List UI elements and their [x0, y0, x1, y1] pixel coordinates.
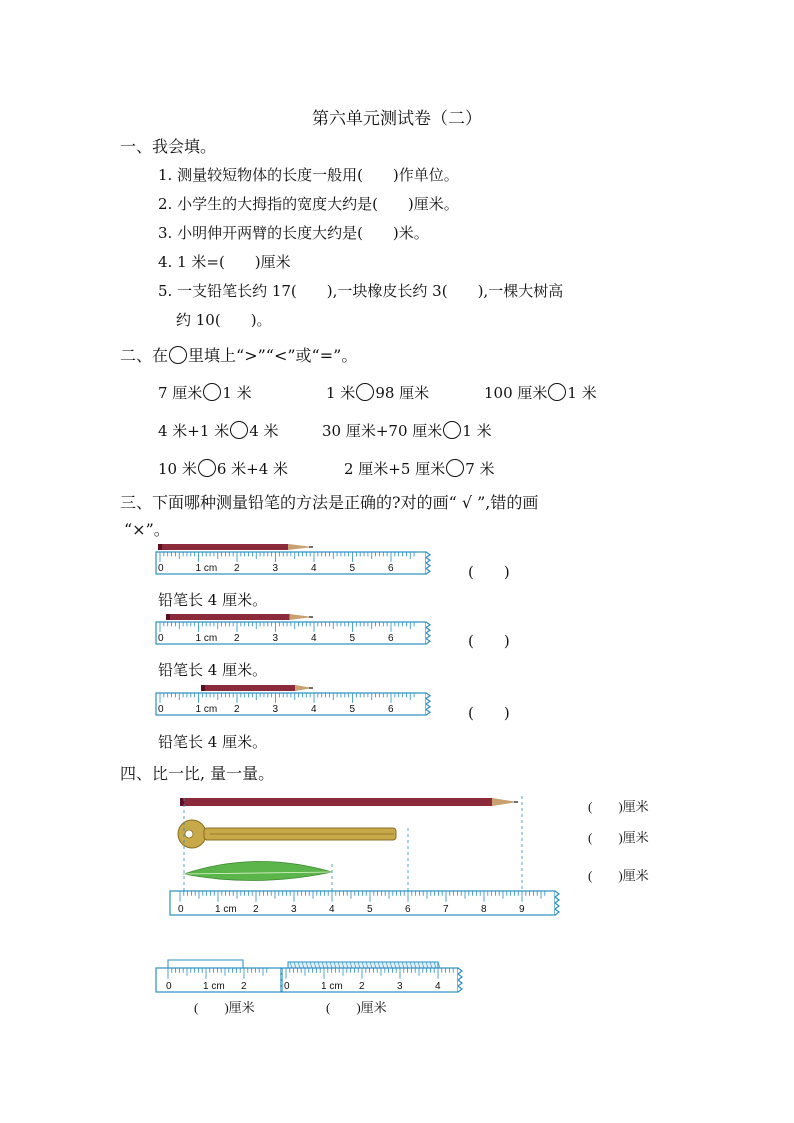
caption-3: 铅笔长 4 厘米。 — [158, 733, 268, 751]
leaf-shape — [184, 861, 332, 880]
compare-circle[interactable] — [198, 459, 216, 477]
pencil-end — [180, 798, 184, 806]
ruler-end — [555, 891, 559, 915]
ruler-label: 2 — [234, 704, 240, 715]
answer-box-2[interactable]: ( ) — [468, 632, 510, 650]
ruler-label: 4 — [311, 704, 317, 715]
question-1-5-cont: 约 10( )。 — [176, 311, 272, 329]
ruler-label: 9 — [519, 904, 525, 915]
key-hole — [185, 830, 193, 838]
compare-item: 4 米+1 米 4 米 — [158, 422, 279, 440]
pencil-end — [201, 685, 205, 691]
caption-2: 铅笔长 4 厘米。 — [158, 661, 268, 679]
answer-pencil[interactable]: ( )厘米 — [588, 799, 649, 814]
ruler-end — [426, 693, 430, 715]
section2-heading-a: 二、在 — [120, 346, 169, 365]
question-1-3: 3. 小明伸开两臂的长度大约是( )米。 — [158, 224, 429, 242]
ruler — [156, 622, 430, 644]
ruler — [170, 891, 559, 915]
caption-1: 铅笔长 4 厘米。 — [158, 591, 268, 609]
section3-heading-line1: 三、下面哪种测量铅笔的方法是正确的?对的画“ √ ”,错的画 — [120, 493, 539, 512]
small-rulers-figure — [156, 956, 466, 998]
page-title: 第六单元测试卷（二） — [312, 109, 482, 129]
section3-heading-line2: “×”。 — [124, 520, 170, 539]
leaf — [184, 861, 332, 880]
ruler-label: 0 — [284, 981, 290, 992]
compare-item: 1 米 98 厘米 — [326, 384, 430, 402]
pencil — [166, 614, 313, 620]
ruler-label: 1 cm — [195, 563, 218, 574]
ruler-label: 3 — [272, 704, 279, 715]
answer-small-ruler-1[interactable]: ( )厘米 — [194, 1000, 255, 1015]
ruler-label: 1 cm — [321, 981, 343, 992]
ruler — [156, 968, 285, 992]
compare-circle[interactable] — [548, 383, 566, 401]
compare-circle[interactable] — [356, 383, 374, 401]
ruler-label: 6 — [388, 563, 394, 574]
section4-heading: 四、比一比, 量一量。 — [120, 764, 275, 783]
pencil-end — [158, 544, 162, 550]
pencil-body — [201, 685, 295, 691]
ruler-label: 6 — [405, 904, 411, 915]
compare-item: 7 厘米 1 米 — [158, 384, 252, 402]
ruler-label: 0 — [158, 704, 164, 715]
compare-item: 100 厘米 1 米 — [484, 384, 597, 402]
ruler-label: 3 — [272, 563, 279, 574]
answer-key[interactable]: ( )厘米 — [588, 830, 649, 845]
ruler-label: 1 cm — [215, 904, 237, 915]
ruler-label: 2 — [253, 904, 259, 915]
ruler — [282, 968, 462, 992]
measure-option-3 — [156, 682, 436, 722]
pencil — [180, 798, 518, 806]
compare-circle[interactable] — [230, 421, 248, 439]
compare-circle[interactable] — [446, 459, 464, 477]
measure-option-1 — [156, 541, 436, 581]
ruler-label: 0 — [158, 633, 164, 644]
ruler-end — [458, 968, 462, 992]
key — [178, 820, 396, 848]
ruler-label: 2 — [241, 981, 247, 992]
compare-item: 10 米 6 米+4 米 — [158, 460, 289, 478]
pencil — [158, 544, 313, 550]
ruler-end — [426, 552, 430, 574]
ruler — [156, 693, 430, 715]
answer-small-ruler-2[interactable]: ( )厘米 — [326, 1000, 387, 1015]
ruler-label: 4 — [329, 904, 335, 915]
compare-circle[interactable] — [203, 383, 221, 401]
striped-strip-2 — [288, 962, 440, 968]
ruler-label: 5 — [349, 563, 356, 574]
blank-circle-icon — [169, 346, 187, 364]
answer-leaf[interactable]: ( )厘米 — [588, 868, 649, 883]
pencil-end — [166, 614, 170, 620]
ruler-label: 6 — [388, 704, 394, 715]
question-1-5: 5. 一支铅笔长约 17( ),一块橡皮长约 3( ),一棵大树高 — [158, 282, 564, 300]
measure-option-2 — [156, 611, 436, 651]
ruler-label: 4 — [435, 981, 441, 992]
ruler-label: 5 — [349, 704, 356, 715]
ruler-label: 7 — [443, 904, 449, 915]
pencil-body — [158, 544, 288, 550]
ruler — [156, 552, 430, 574]
ruler-label: 2 — [234, 633, 240, 644]
ruler-label: 1 cm — [195, 633, 218, 644]
ruler-label: 0 — [158, 563, 164, 574]
ruler-end — [426, 622, 430, 644]
ruler-label: 5 — [367, 904, 373, 915]
compare-circle[interactable] — [443, 421, 461, 439]
section2-heading — [120, 343, 357, 366]
ruler-label: 0 — [166, 981, 172, 992]
ruler-label: 3 — [272, 633, 279, 644]
pencil-body — [180, 798, 492, 806]
ruler-label: 3 — [291, 904, 297, 915]
section1-heading: 一、我会填。 — [120, 137, 217, 156]
ruler-label: 1 cm — [195, 704, 218, 715]
ruler-label: 1 cm — [203, 981, 225, 992]
compare-item: 30 厘米+70 厘米 1 米 — [322, 422, 492, 440]
ruler-label: 6 — [388, 633, 394, 644]
section2-heading-b: 里填上“>”“<”或“=”。 — [188, 346, 358, 365]
ruler-label: 3 — [397, 981, 403, 992]
ruler-label: 4 — [311, 633, 317, 644]
ruler-label: 4 — [311, 563, 317, 574]
compare-item: 2 厘米+5 厘米 7 米 — [344, 460, 495, 478]
answer-box-1[interactable]: ( ) — [468, 563, 510, 581]
ruler-label: 2 — [359, 981, 365, 992]
question-1-4: 4. 1 米=( )厘米 — [158, 253, 291, 271]
pencil-body — [166, 614, 289, 620]
question-1-2: 2. 小学生的大拇指的宽度大约是( )厘米。 — [158, 195, 459, 213]
pencil — [201, 685, 313, 691]
answer-box-3[interactable]: ( ) — [468, 704, 510, 722]
rectangle-strip-1 — [168, 960, 243, 968]
question-1-1: 1. 测量较短物体的长度一般用( )作单位。 — [158, 166, 459, 184]
ruler-label: 2 — [234, 563, 240, 574]
compare-objects-figure — [166, 788, 576, 920]
ruler-label: 5 — [349, 633, 356, 644]
ruler-label: 0 — [178, 904, 184, 915]
ruler-label: 8 — [481, 904, 487, 915]
